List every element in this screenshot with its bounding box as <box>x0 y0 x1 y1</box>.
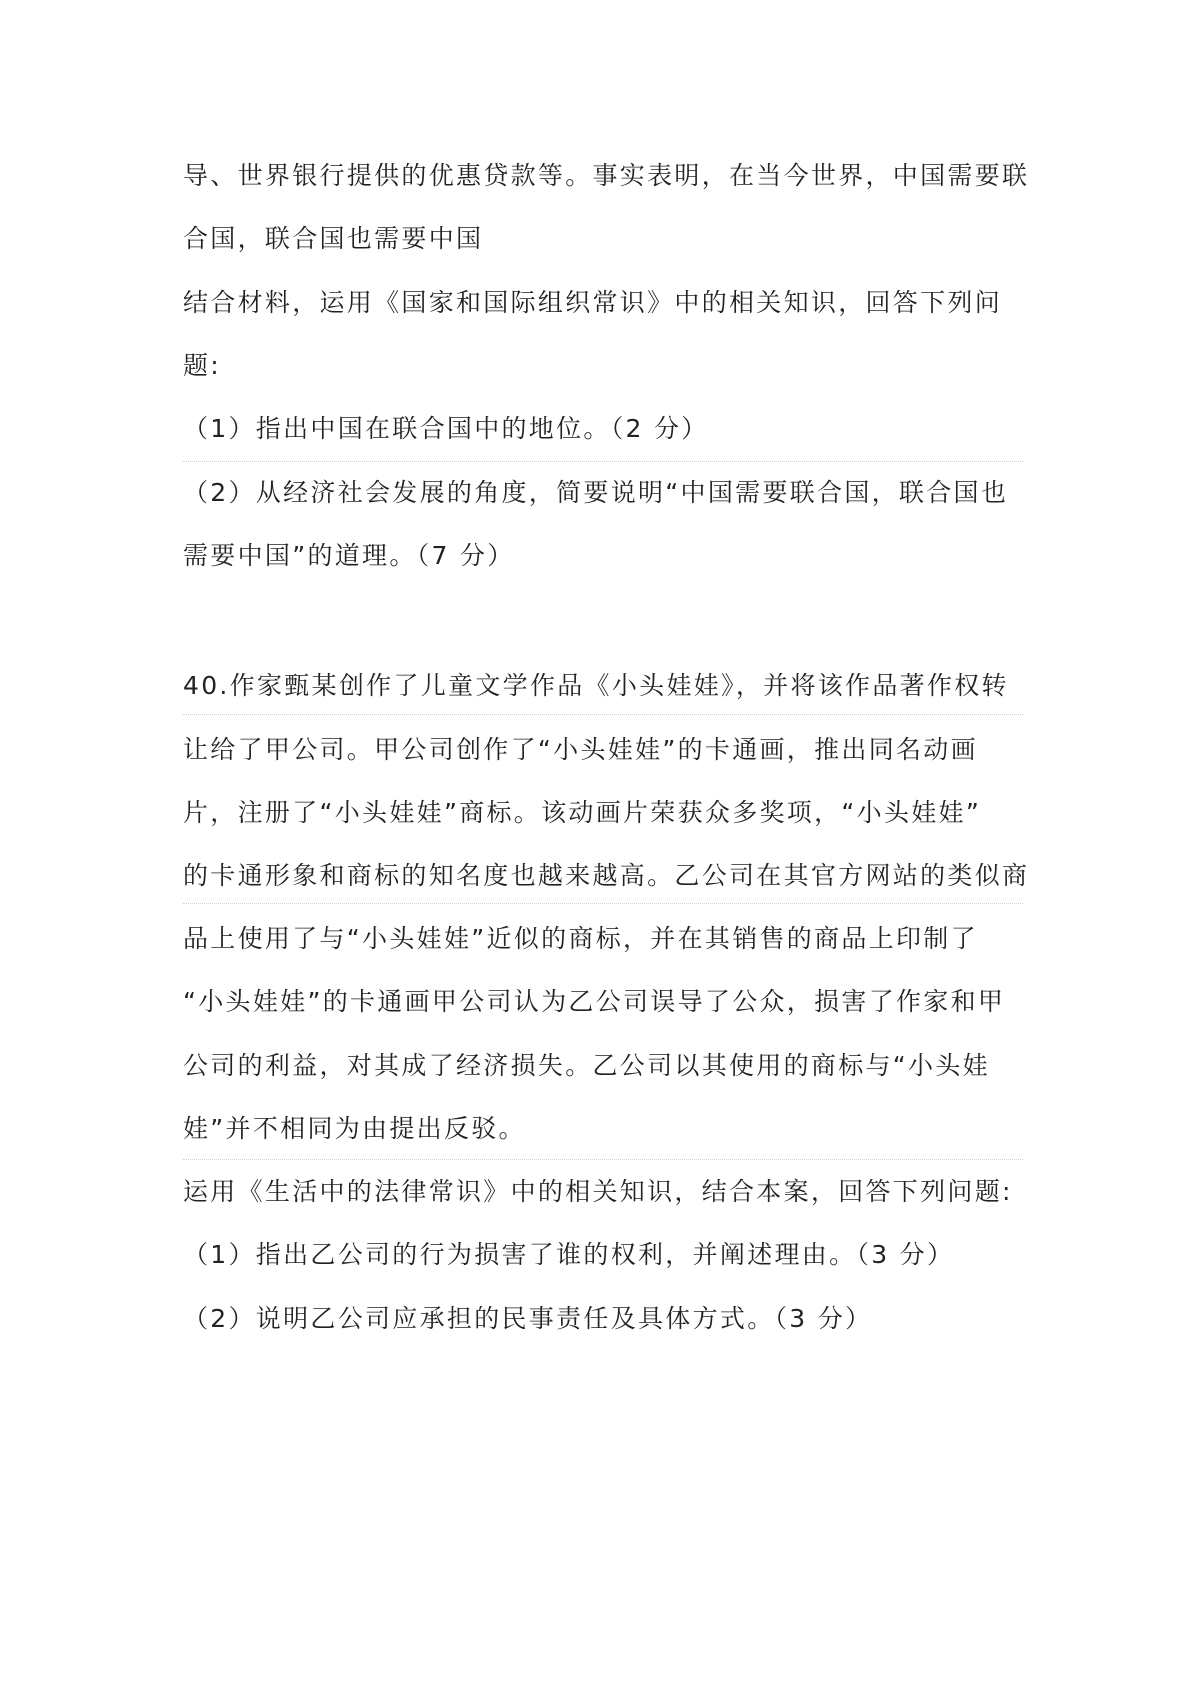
dotted-divider <box>183 714 1023 715</box>
text-line: 题: <box>183 351 222 380</box>
text-line: 导、世界银行提供的优惠贷款等。事实表明，在当今世界，中国需要联 <box>183 161 1030 190</box>
text-line: 合国，联合国也需要中国 <box>183 224 484 253</box>
question-1-1: （1）指出中国在联合国中的地位。（2 分） <box>183 414 709 443</box>
text-line: 的卡通形象和商标的知名度也越来越高。乙公司在其官方网站的类似商 <box>183 861 1030 890</box>
question-40-1: （1）指出乙公司的行为损害了谁的权利，并阐述理由。（3 分） <box>183 1240 955 1269</box>
question-1-2: （2）从经济社会发展的角度，简要说明“中国需要联合国，联合国也 <box>183 478 1009 507</box>
instruction-line: 运用《生活中的法律常识》中的相关知识，结合本案，回答下列问题: <box>183 1177 1013 1206</box>
question-40-stem: 40.作家甄某创作了儿童文学作品《小头娃娃》，并将该作品著作权转 <box>183 671 1009 700</box>
text-line: 让给了甲公司。甲公司创作了“小头娃娃”的卡通画，推出同名动画 <box>183 735 978 764</box>
dotted-divider <box>183 1159 1023 1160</box>
question-40-2: （2）说明乙公司应承担的民事责任及具体方式。（3 分） <box>183 1304 873 1333</box>
dotted-divider <box>183 461 1023 462</box>
text-line: 需要中国”的道理。（7 分） <box>183 541 515 570</box>
text-line: “小头娃娃”的卡通画甲公司认为乙公司误导了公众，损害了作家和甲 <box>183 987 1006 1016</box>
text-line: 娃”并不相同为由提出反驳。 <box>183 1114 526 1143</box>
text-line: 结合材料，运用《国家和国际组织常识》中的相关知识，回答下列问 <box>183 288 1003 317</box>
dotted-divider <box>183 903 1023 904</box>
text-line: 片，注册了“小头娃娃”商标。该动画片荣获众多奖项，“小头娃娃” <box>183 798 982 827</box>
text-line: 品上使用了与“小头娃娃”近似的商标，并在其销售的商品上印制了 <box>183 924 978 953</box>
text-line: 公司的利益，对其成了经济损失。乙公司以其使用的商标与“小头娃 <box>183 1051 990 1080</box>
